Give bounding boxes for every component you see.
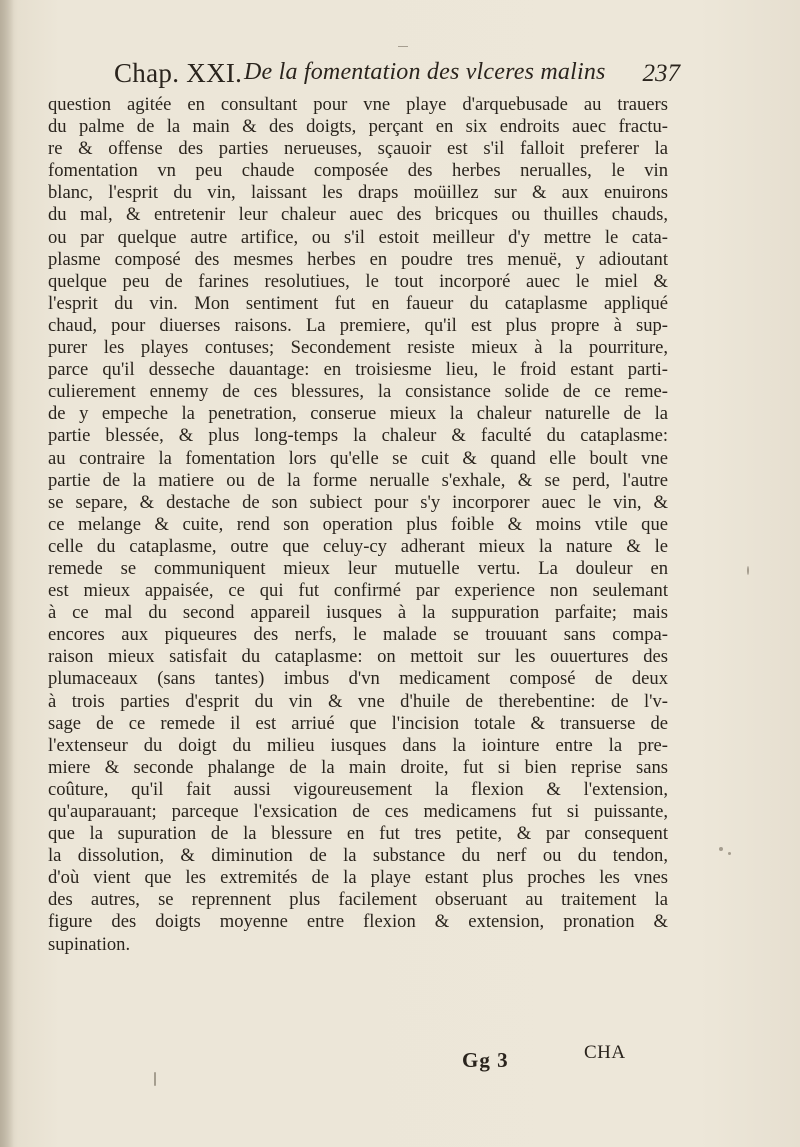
ink-speck: [747, 566, 749, 575]
text-line: qu'auparauant; parceque l'exsication de ces medicamens fut si puissante,: [48, 801, 668, 822]
text-line: ce melange & cuite, rend son operation plus foible & moins vtile que: [48, 513, 668, 535]
running-header: [114, 56, 680, 96]
text-line: blanc, l'esprit du vin, laissant les draps moüillez sur & aux enuirons: [48, 182, 668, 204]
text-line: l'esprit du vin. Mon sentiment fut en faueur du cataplasme appliqué: [48, 292, 668, 314]
text-line: se separe, & destache de son subiect pour s'y incorporer auec le vin, &: [48, 491, 668, 513]
text-line: partie blessée, & plus long-temps la chaleur & faculté du cataplasme:: [48, 425, 668, 447]
text-line: est mieux appaisée, ce qui fut confirmé par experience non seulemant: [48, 580, 668, 602]
text-line: quelque peu de farines resolutiues, le tout incorporé auec le miel &: [48, 270, 668, 292]
text-line: plumaceaux (sans tantes) imbus d'vn medicament composé de deux: [48, 668, 668, 690]
text-line: re & offense des parties nerueuses, sçauoir est s'il falloit preferer la: [48, 138, 668, 160]
text-line: remede se communiquent mieux leur mutuelle vertu. La douleur en: [48, 557, 668, 579]
chapter-title: De la fomentation des vlceres malins: [244, 59, 606, 85]
text-line: chaud, pour diuerses raisons. La premiere, qu'il est plus propre à sup-: [48, 314, 668, 336]
text-line: du palme de la main & des doigts, perçant en six endroits auec fractu-: [48, 116, 668, 138]
text-line: de y empeche la penetration, conserue mieux la chaleur naturelle de la: [48, 403, 668, 425]
text-line: parce qu'il desseche dauantage: en troisiesme lieu, le froid estant parti-: [48, 359, 668, 381]
text-line: encores aux piqueures des nerfs, le malade se trouuant sans compa-: [48, 624, 668, 646]
text-line: au contraire la fomentation lors qu'elle se cuit & quand elle boult vne: [48, 447, 668, 469]
page-number: 237: [642, 60, 680, 87]
text-line: partie de la matiere ou de la forme nerualle s'exhale, & se perd, l'autre: [48, 469, 668, 491]
body-text: [48, 94, 668, 956]
text-line: à trois parties d'esprit du vin & vne d'huile de therebentine: de l'v-: [48, 690, 668, 712]
text-line: fomentation vn peu chaude composée des herbes nerualles, le vin: [48, 160, 668, 182]
ink-speck: [398, 46, 408, 47]
ink-speck: [719, 847, 723, 851]
text-line: des autres, se reprennent plus facilement obseruant au traitement la: [48, 889, 668, 911]
text-line: du mal, & entretenir leur chaleur auec des bricques ou thuilles chauds,: [48, 204, 668, 226]
chapter-label: Chap. XXI.: [114, 58, 243, 88]
text-line: purer les playes contuses; Secondement resiste mieux à la pourriture,: [48, 337, 668, 359]
text-line: sage de ce remede il est arriué que l'incision totale & transuerse de: [48, 712, 668, 734]
ink-speck: [154, 1072, 156, 1086]
text-line: que la supuration de la blessure en fut tres petite, & par consequent: [48, 823, 668, 845]
text-line: question agitée en consultant pour vne playe d'arquebusade au trauers: [48, 94, 668, 115]
ink-speck: [728, 852, 731, 855]
text-line: l'extenseur du doigt du milieu iusques dans la iointure entre la pre-: [48, 734, 668, 756]
text-line: raison mieux satisfait du cataplasme: on mettoit sur les ouuertures des: [48, 646, 668, 668]
text-line: à ce mal du second appareil iusques à la suppuration parfaite; mais: [48, 602, 668, 624]
signature-mark: Gg 3: [462, 1048, 509, 1072]
binding-shadow: [0, 0, 14, 1147]
text-line: culierement ennemy de ces blessures, la consistance solide de ce reme-: [48, 381, 668, 403]
page-footer: [0, 1042, 800, 1072]
text-line: coûture, qu'il fait aussi vigoureusement la flexion & l'extension,: [48, 778, 668, 800]
text-line: figure des doigts moyenne entre flexion & extension, pronation &: [48, 911, 668, 933]
text-line: supination.: [48, 933, 131, 955]
text-line: ou par quelque autre artifice, ou s'il estoit meilleur d'y mettre le cata-: [48, 226, 668, 248]
text-line: celle du cataplasme, outre que celuy-cy adherant mieux la nature & le: [48, 535, 668, 557]
text-line: d'où vient que les extremités de la playe estant plus proches les vnes: [48, 867, 668, 889]
text-line: miere & seconde phalange de la main droite, fut si bien reprise sans: [48, 756, 668, 778]
text-line: plasme composé des mesmes herbes en poudre tres menuë, y adioutant: [48, 248, 668, 270]
catchword: CHA: [584, 1042, 626, 1063]
text-line: la dissolution, & diminution de la substance du nerf ou du tendon,: [48, 845, 668, 867]
